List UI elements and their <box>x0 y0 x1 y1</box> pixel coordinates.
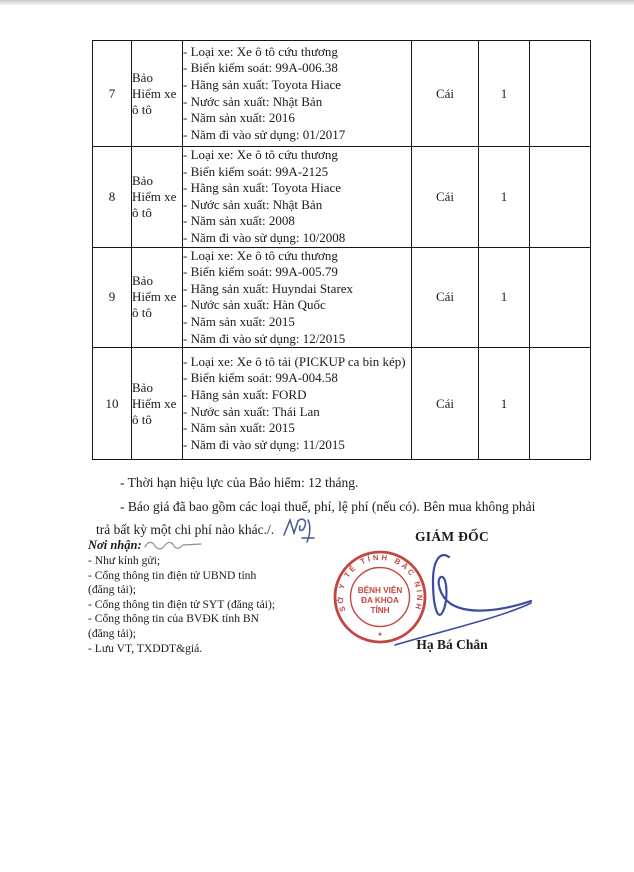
detail-line: - Biển kiểm soát: 99A-006.38 <box>183 60 338 76</box>
empty-cell <box>530 41 591 147</box>
recipient-line: - Cổng thông tin điện tử SYT (đăng tải); <box>88 597 276 611</box>
table-row <box>93 348 591 460</box>
table-row <box>93 247 591 348</box>
detail-line: - Năm đi vào sử dụng: 11/2015 <box>183 436 345 452</box>
page-top-edge <box>0 0 634 6</box>
detail-line: - Hãng sản xuất: FORD <box>183 387 307 403</box>
item-unit: Cái <box>412 147 479 248</box>
item-details <box>183 147 412 248</box>
item-quantity: 1 <box>479 41 530 147</box>
item-name: Bảo Hiểm xe ô tô <box>132 348 183 460</box>
detail-line: - Năm sản xuất: 2016 <box>183 110 295 126</box>
stamp-center-line: TỈNH <box>370 606 390 615</box>
recipient-line: - Lưu VT, TXDDT&giá. <box>88 641 203 655</box>
empty-cell <box>530 247 591 348</box>
item-name: Bảo Hiểm xe ô tô <box>132 147 183 248</box>
item-details <box>183 348 412 460</box>
item-details <box>183 41 412 147</box>
row-number: 10 <box>93 348 132 460</box>
detail-line: - Loại xe: Xe ô tô cứu thương <box>183 247 338 263</box>
empty-cell <box>530 147 591 248</box>
item-name: Bảo Hiểm xe ô tô <box>132 247 183 348</box>
item-unit: Cái <box>412 247 479 348</box>
detail-line: - Hãng sản xuất: Huyndai Starex <box>183 280 354 296</box>
pen-scribble <box>143 539 205 551</box>
recipient-line: (đăng tải); <box>88 626 136 640</box>
row-number: 9 <box>93 247 132 348</box>
detail-line: - Biển kiểm soát: 99A-005.79 <box>183 264 338 280</box>
pricing-note-line-1: - Báo giá đã bao gồm các loại thuế, phí, lệ phí (nếu có). Bên mua không phải <box>120 499 536 514</box>
row-number: 8 <box>93 147 132 248</box>
detail-line: - Năm sản xuất: 2015 <box>183 420 295 436</box>
detail-line: - Biển kiểm soát: 99A-2125 <box>183 163 329 179</box>
table-row <box>93 147 591 248</box>
director-title: GIÁM ĐỐC <box>414 529 490 544</box>
recipients-section <box>88 536 328 656</box>
item-quantity: 1 <box>479 247 530 348</box>
detail-line: - Loại xe: Xe ô tô cứu thương <box>183 43 338 59</box>
row-number: 7 <box>93 41 132 147</box>
item-details <box>183 247 412 348</box>
item-unit: Cái <box>412 41 479 147</box>
stamp-center-line: ĐA KHOA <box>361 596 399 605</box>
detail-line: - Loại xe: Xe ô tô tải (PICKUP ca bin kép) <box>183 353 406 369</box>
detail-line: - Nước sản xuất: Hàn Quốc <box>183 297 326 313</box>
stamp-star: ★ <box>377 632 383 638</box>
detail-line: - Hãng sản xuất: Toyota Hiace <box>183 180 342 196</box>
detail-line: - Năm sản xuất: 2015 <box>183 313 295 329</box>
recipient-line: - Cổng thông tin của BVĐK tỉnh BN <box>88 612 260 626</box>
recipient-line: (đăng tải); <box>88 583 136 597</box>
detail-line: - Năm đi vào sử dụng: 10/2008 <box>183 229 346 245</box>
detail-line: - Nước sản xuất: Nhật Bản <box>183 93 323 109</box>
detail-line: - Năm đi vào sử dụng: 01/2017 <box>183 126 346 142</box>
detail-line: - Năm đi vào sử dụng: 12/2015 <box>183 330 346 346</box>
empty-cell <box>530 348 591 460</box>
item-unit: Cái <box>412 348 479 460</box>
items-table <box>92 40 591 460</box>
stamp-ring-text: SỞ Y TẾ TỈNH BẮC NINH <box>335 552 425 613</box>
recipient-line: - Như kính gửi; <box>88 554 161 567</box>
item-name: Bảo Hiểm xe ô tô <box>132 41 183 147</box>
detail-line: - Hãng sản xuất: Toyota Hiace <box>183 76 342 92</box>
recipient-line: - Cổng thông tin điện tử UBND tỉnh <box>88 568 257 582</box>
recipients-heading: Nơi nhận: <box>88 538 142 552</box>
stamp-center-line: BỆNH VIỆN <box>357 586 403 595</box>
pricing-note-text: trả bất kỳ một chi phí nào khác./. <box>96 522 275 537</box>
detail-line: - Loại xe: Xe ô tô cứu thương <box>183 147 338 162</box>
detail-line: - Nước sản xuất: Nhật Bản <box>183 196 323 212</box>
detail-line: - Biển kiểm soát: 99A-004.58 <box>183 370 338 386</box>
signer-name: Hạ Bá Chân <box>416 637 488 652</box>
table-row <box>93 41 591 147</box>
detail-line: - Nước sản xuất: Thái Lan <box>183 403 320 419</box>
detail-line: - Năm sản xuất: 2008 <box>183 213 295 229</box>
item-quantity: 1 <box>479 147 530 248</box>
validity-note: - Thời hạn hiệu lực của Bảo hiểm: 12 tháng. <box>120 475 359 490</box>
item-quantity: 1 <box>479 348 530 460</box>
signature-ink <box>383 551 541 651</box>
